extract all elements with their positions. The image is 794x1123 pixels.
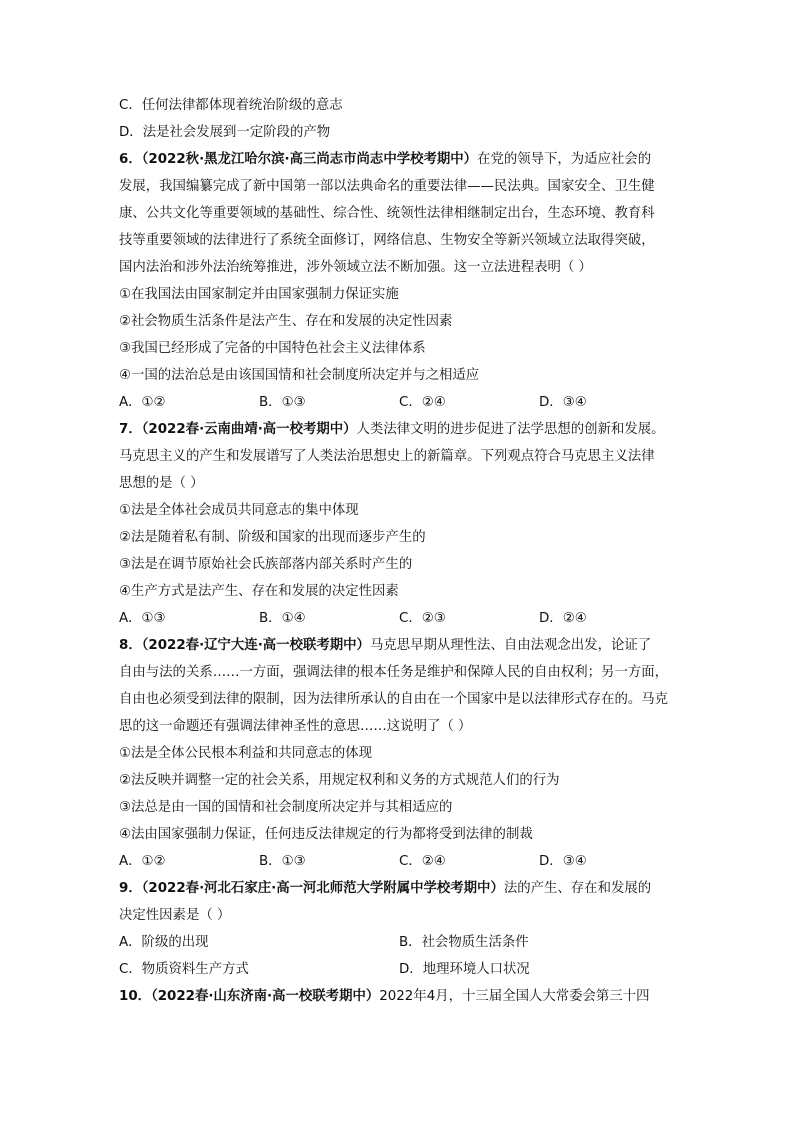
question-6-statement: ①在我国法由国家制定并由国家强制力保证实施 bbox=[119, 287, 399, 302]
question-9-number: 9． bbox=[119, 881, 142, 896]
question-7-option-c: C．②③ bbox=[399, 611, 446, 626]
question-7-number: 7． bbox=[119, 422, 142, 437]
question-7-option-d: D．②④ bbox=[539, 611, 587, 626]
question-7-stem-line: 人类法律文明的进步促进了法学思想的创新和发展。 bbox=[356, 422, 665, 437]
question-6-stem-line: 发展，我国编纂完成了新中国第一部以法典命名的重要法律——民法典。国家安全、卫生健 bbox=[119, 179, 655, 194]
prev-option-c: C．任何法律都体现着统治阶级的意志 bbox=[119, 98, 343, 113]
question-9-first-line bbox=[119, 875, 679, 902]
question-8-statement: ④法由国家强制力保证，任何违反法律规定的行为都将受到法律的制裁 bbox=[119, 827, 533, 842]
question-8-statement: ①法是全体公民根本利益和共同意志的体现 bbox=[119, 746, 373, 761]
question-6-first-line bbox=[119, 146, 679, 173]
question-8-option-b: B．①③ bbox=[259, 854, 306, 869]
question-7-options bbox=[119, 605, 679, 632]
question-8-stem-line: 自由也必须受到法律的限制，因为法律所承认的自由在一个国家中是以法律形式存在的。马克 bbox=[119, 692, 669, 707]
question-6-statement: ④一国的法治总是由该国国情和社会制度所决定并与之相适应 bbox=[119, 368, 480, 383]
question-7-statement: ③法是在调节原始社会氏族部落内部关系时产生的 bbox=[119, 557, 413, 572]
question-7-option-b: B．①④ bbox=[259, 611, 306, 626]
question-6-number: 6． bbox=[119, 152, 142, 167]
question-10-first-line bbox=[119, 983, 679, 1010]
question-8-first-line bbox=[119, 632, 679, 659]
question-6-options bbox=[119, 389, 679, 416]
question-8-options bbox=[119, 848, 679, 875]
question-8-option-d: D．③④ bbox=[539, 854, 587, 869]
question-8-statement: ②法反映并调整一定的社会关系，用规定权利和义务的方式规范人们的行为 bbox=[119, 773, 560, 788]
question-6-stem-line: 康、公共文化等重要领域的基础性、综合性、统领性法律相继制定出台，生态环境、教育科 bbox=[119, 206, 655, 221]
question-8-stem-line: 马克思早期从理性法、自由法观念出发，论证了 bbox=[369, 638, 652, 653]
question-9-stem-line: 法的产生、存在和发展的 bbox=[503, 881, 652, 896]
question-9-option-a: A．阶级的出现 bbox=[119, 935, 209, 950]
question-7-stem-line: 马克思主义的产生和发展谱写了人类法治思想史上的新篇章。下列观点符合马克思主义法律 bbox=[119, 449, 655, 464]
question-6-option-a: A．①② bbox=[119, 395, 166, 410]
question-7-statement: ②法是随着私有制、阶级和国家的出现而逐步产生的 bbox=[119, 530, 426, 545]
question-7-source: （2022春·云南曲靖·高一校考期中） bbox=[141, 422, 357, 437]
question-7-statement: ①法是全体社会成员共同意志的集中体现 bbox=[119, 503, 359, 518]
question-9-stem-line: 决定性因素是（ ） bbox=[119, 908, 231, 923]
question-6-statement: ②社会物质生活条件是法产生、存在和发展的决定性因素 bbox=[119, 314, 453, 329]
question-9-option-b: B．社会物质生活条件 bbox=[399, 935, 529, 950]
question-6-option-c: C．②④ bbox=[399, 395, 446, 410]
question-8-stem-line: 思的这一命题还有强调法律神圣性的意思……这说明了（ ） bbox=[119, 719, 472, 734]
question-7-stem-line: 思想的是（ ） bbox=[119, 476, 204, 491]
question-10-number: 10． bbox=[119, 989, 152, 1004]
question-6-stem-line: 在党的领导下，为适应社会的 bbox=[477, 152, 652, 167]
question-9-source: （2022春·河北石家庄·高一河北师范大学附属中学校考期中） bbox=[141, 881, 504, 896]
question-6-option-d: D．③④ bbox=[539, 395, 587, 410]
question-6-source: （2022秋·黑龙江哈尔滨·高三尚志市尚志中学校考期中） bbox=[141, 152, 478, 167]
question-8-source: （2022春·辽宁大连·高一校联考期中） bbox=[141, 638, 370, 653]
question-8-option-c: C．②④ bbox=[399, 854, 446, 869]
page-content bbox=[119, 92, 679, 1010]
question-10-stem-line: 2022年4月，十三届全国人大常委会第三十四 bbox=[379, 989, 650, 1004]
question-6-statement: ③我国已经形成了完备的中国特色社会主义法律体系 bbox=[119, 341, 426, 356]
question-7-statement: ④生产方式是法产生、存在和发展的决定性因素 bbox=[119, 584, 399, 599]
question-9-option-d: D．地理环境人口状况 bbox=[399, 962, 530, 977]
question-7-first-line bbox=[119, 416, 679, 443]
question-8-number: 8． bbox=[119, 638, 142, 653]
question-6-option-b: B．①③ bbox=[259, 395, 306, 410]
question-9-options-row-2 bbox=[119, 956, 679, 983]
question-8-option-a: A．①② bbox=[119, 854, 166, 869]
question-6-stem-line: 技等重要领域的法律进行了系统全面修订，网络信息、生物安全等新兴领域立法取得突破， bbox=[119, 233, 655, 248]
question-8-statement: ③法总是由一国的国情和社会制度所决定并与其相适应的 bbox=[119, 800, 453, 815]
prev-option-d: D．法是社会发展到一定阶段的产物 bbox=[119, 125, 331, 140]
question-9-option-c: C．物质资料生产方式 bbox=[119, 962, 249, 977]
question-8-stem-line: 自由与法的关系……一方面，强调法律的根本任务是维护和保障人民的自由权利；另一方面， bbox=[119, 665, 669, 680]
question-6-stem-line: 国内法治和涉外法治统筹推进，涉外领域立法不断加强。这一立法进程表明（ ） bbox=[119, 260, 592, 275]
question-7-option-a: A．①③ bbox=[119, 611, 166, 626]
question-9-options-row-1 bbox=[119, 929, 679, 956]
question-10-source: （2022春·山东济南·高一校联考期中） bbox=[151, 989, 380, 1004]
